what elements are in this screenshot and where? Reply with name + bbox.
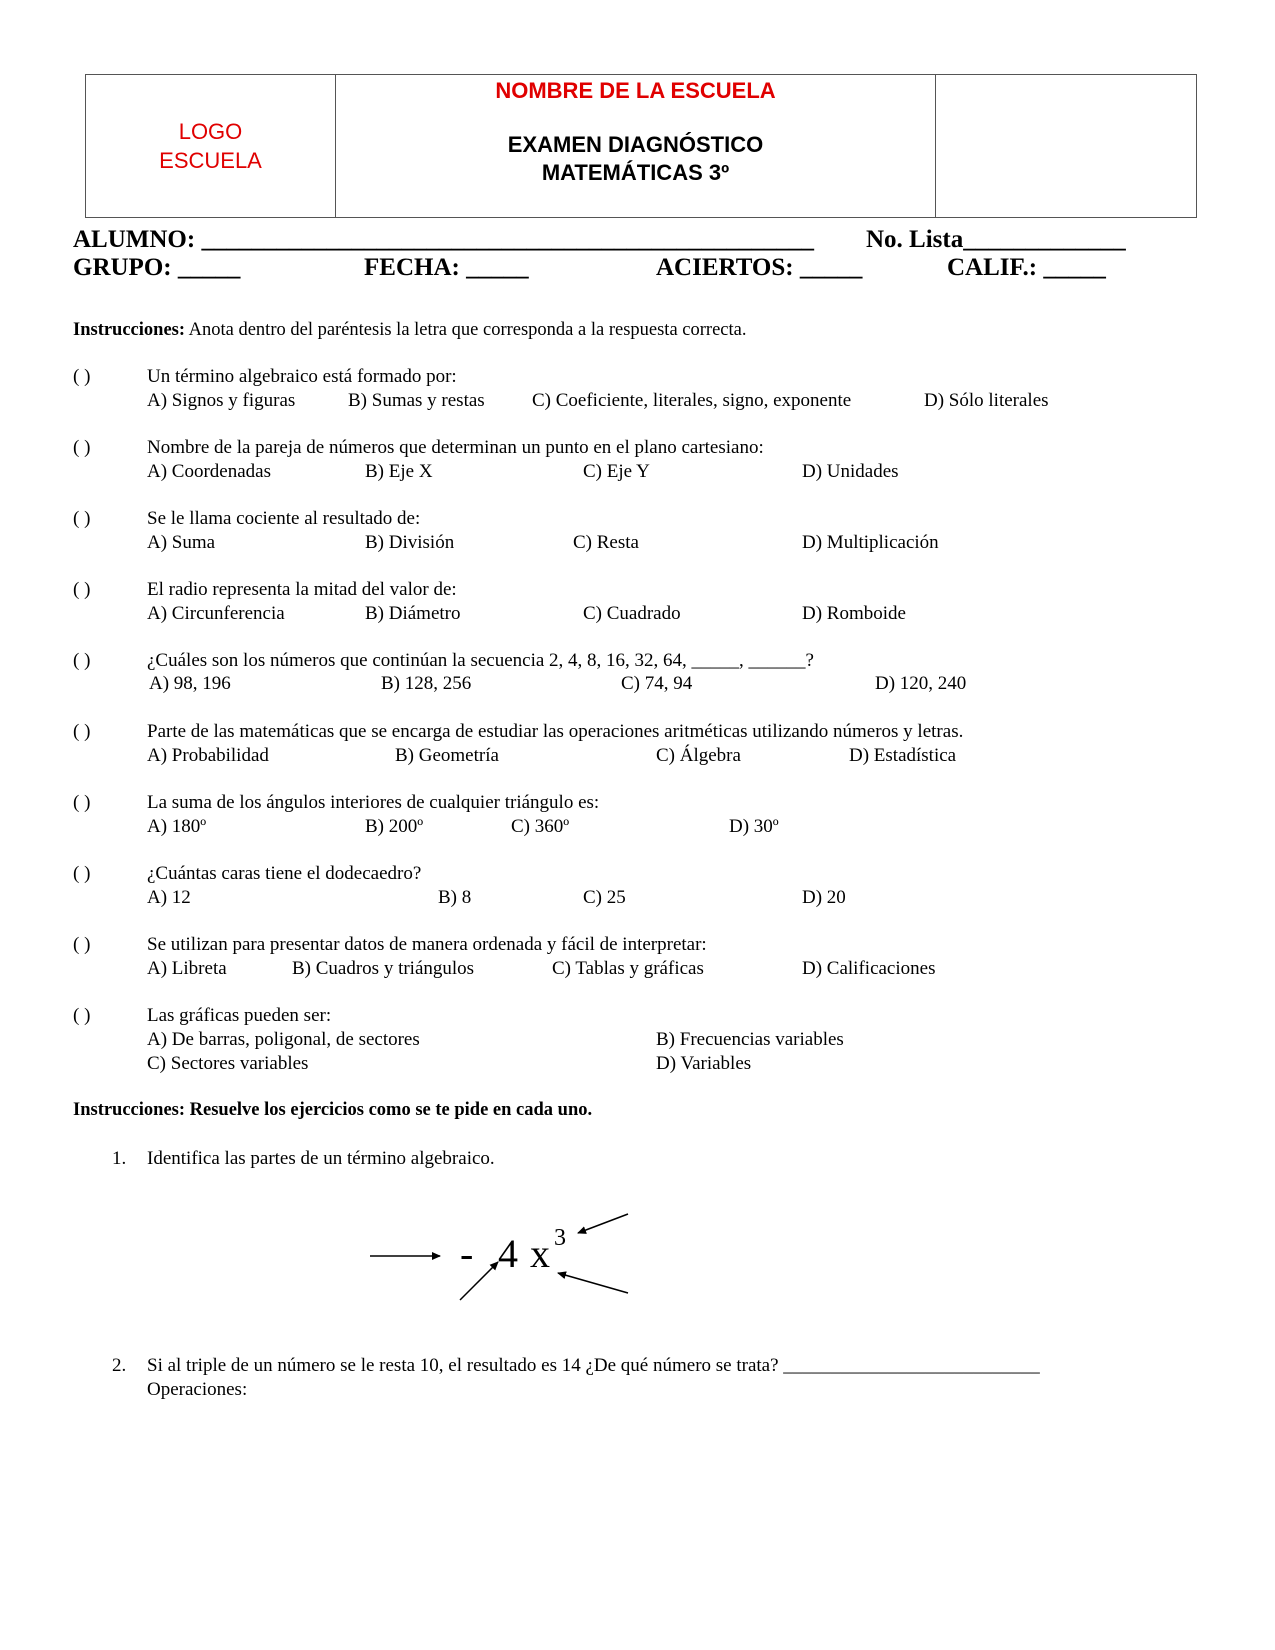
term-sign: -: [460, 1231, 474, 1276]
option-b: B) 200º: [365, 816, 424, 837]
instructions-2: Instrucciones: Resuelve los ejercicios como se te pide en cada uno.: [73, 1100, 593, 1120]
option-a: A) 98, 196: [149, 673, 231, 694]
logo-line-2: ESCUELA: [159, 148, 262, 173]
option-a: A) 12: [147, 887, 191, 908]
option-d: D) 20: [802, 887, 846, 908]
answer-blank: ( ): [73, 721, 91, 742]
instructions-label: Instrucciones:: [73, 320, 186, 340]
calif-field: CALIF.: _____: [947, 254, 1106, 281]
option-c: C) Resta: [573, 532, 639, 553]
option-d: D) 30º: [729, 816, 779, 837]
logo-line-1: LOGO: [178, 119, 243, 144]
option-a: A) 180º: [147, 816, 207, 837]
option-b: B) 8: [438, 887, 472, 908]
option-c: C) Cuadrado: [583, 603, 681, 624]
option-b: B) Frecuencias variables: [656, 1029, 844, 1050]
alumno-field: ALUMNO: _________________________________________________: [73, 226, 814, 253]
option-d: D) Unidades: [802, 461, 899, 482]
aciertos-field: ACIERTOS: _____: [656, 254, 863, 281]
answer-blank: ( ): [73, 863, 91, 884]
option-b: B) División: [365, 532, 455, 553]
option-c: C) Sectores variables: [147, 1053, 309, 1074]
option-a: A) Signos y figuras: [147, 390, 296, 411]
arrow-to-literal: [558, 1273, 628, 1293]
option-a: A) Suma: [147, 532, 216, 553]
exercise-1-number: 1.: [112, 1148, 127, 1169]
option-a: A) Libreta: [147, 958, 227, 979]
option-c: C) Álgebra: [656, 745, 741, 766]
exercise-2-text: Si al triple de un número se le resta 10, el resultado es 14 ¿De qué número se trata? ___________________________: [147, 1355, 1040, 1376]
question-2: Nombre de la pareja de números que determinan un punto en el plano cartesiano:: [147, 437, 764, 458]
option-d: D) Calificaciones: [802, 958, 936, 979]
header-table: [85, 74, 1197, 218]
option-d: D) Estadística: [849, 745, 957, 766]
header-title-cell: [336, 75, 936, 217]
header-blank-cell: [936, 75, 1196, 217]
question-4: El radio representa la mitad del valor de:: [147, 579, 457, 600]
operations-label: Operaciones:: [147, 1379, 248, 1400]
answer-blank: ( ): [73, 934, 91, 955]
option-a: A) Probabilidad: [147, 745, 269, 766]
answer-blank: ( ): [73, 1005, 91, 1026]
question-9: Se utilizan para presentar datos de manera ordenada y fácil de interpretar:: [147, 934, 707, 955]
instructions-1: [73, 320, 746, 341]
option-c: C) 25: [583, 887, 626, 908]
option-c: C) Tablas y gráficas: [552, 958, 704, 979]
exam-subject: MATEMÁTICAS 3º: [541, 160, 730, 185]
arrow-to-exponent: [578, 1214, 628, 1233]
option-b: B) Eje X: [365, 461, 433, 482]
option-a: A) Coordenadas: [147, 461, 271, 482]
question-5: ¿Cuáles son los números que continúan la secuencia 2, 4, 8, 16, 32, 64, _____, ______?: [147, 650, 814, 671]
option-b: B) Geometría: [395, 745, 499, 766]
question-1: Un término algebraico está formado por:: [147, 366, 457, 387]
question-6: Parte de las matemáticas que se encarga de estudiar las operaciones aritméticas utilizando números y letras.: [147, 721, 964, 742]
answer-blank: ( ): [73, 508, 91, 529]
term-exponent: 3: [554, 1225, 566, 1251]
exam-title: EXAMEN DIAGNÓSTICO: [507, 132, 764, 157]
answer-blank: ( ): [73, 579, 91, 600]
option-c: C) Eje Y: [583, 461, 650, 482]
answer-blank: ( ): [73, 366, 91, 387]
instructions-text: Anota dentro del paréntesis la letra que corresponda a la respuesta correcta.: [185, 320, 747, 340]
exercise-2-number: 2.: [112, 1355, 127, 1376]
question-10: Las gráficas pueden ser:: [147, 1005, 332, 1026]
school-name: NOMBRE DE LA ESCUELA: [495, 78, 776, 103]
term-coefficient: 4: [498, 1231, 518, 1276]
answer-blank: ( ): [73, 650, 91, 671]
question-7: La suma de los ángulos interiores de cualquier triángulo es:: [147, 792, 600, 813]
option-b: B) Sumas y restas: [348, 390, 485, 411]
question-8: ¿Cuántas caras tiene el dodecaedro?: [147, 863, 422, 884]
logo-placeholder: [86, 75, 336, 217]
option-d: D) Multiplicación: [802, 532, 939, 553]
exercise-1-text: Identifica las partes de un término algebraico.: [147, 1148, 495, 1169]
option-c: C) 360º: [511, 816, 570, 837]
option-d: D) 120, 240: [875, 673, 967, 694]
option-d: D) Romboide: [802, 603, 906, 624]
term-literal: x: [530, 1231, 550, 1276]
option-d: D) Sólo literales: [924, 390, 1049, 411]
option-d: D) Variables: [656, 1053, 752, 1074]
question-3: Se le llama cociente al resultado de:: [147, 508, 421, 529]
option-a: A) De barras, poligonal, de sectores: [147, 1029, 420, 1050]
option-c: C) 74, 94: [621, 673, 693, 694]
no-lista-field: No. Lista_____________: [866, 226, 1126, 253]
option-c: C) Coeficiente, literales, signo, exponente: [532, 390, 852, 411]
grupo-field: GRUPO: _____: [73, 254, 241, 281]
option-b: B) 128, 256: [381, 673, 472, 694]
option-b: B) Diámetro: [365, 603, 461, 624]
fecha-field: FECHA: _____: [364, 254, 529, 281]
answer-blank: ( ): [73, 792, 91, 813]
answer-blank: ( ): [73, 437, 91, 458]
algebraic-term-diagram: [360, 1165, 640, 1305]
option-a: A) Circunferencia: [147, 603, 285, 624]
option-b: B) Cuadros y triángulos: [292, 958, 475, 979]
